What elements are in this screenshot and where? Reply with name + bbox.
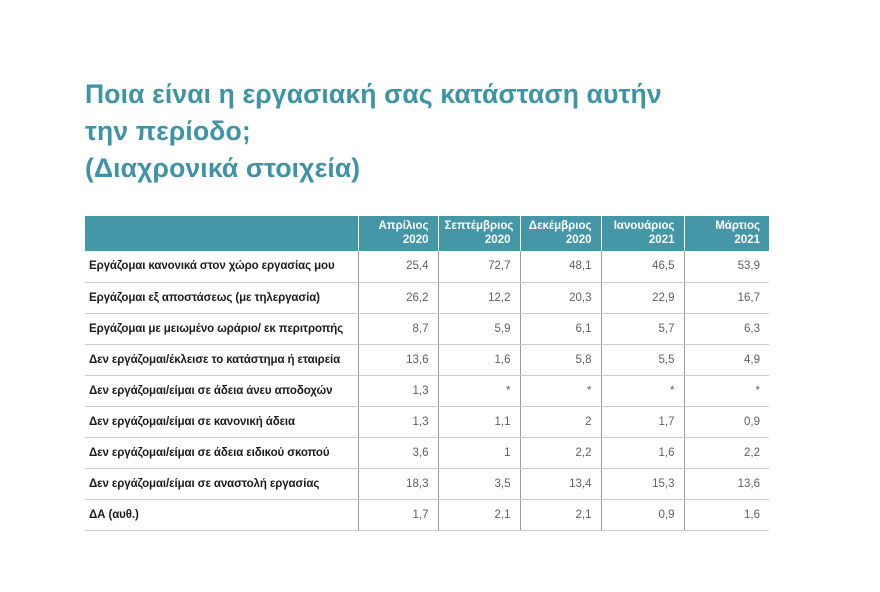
column-header-september-2020 [438, 216, 520, 251]
cell-value: * [520, 375, 601, 406]
cell-value: 6,3 [684, 313, 769, 344]
cell-value: * [438, 375, 520, 406]
row-label: Δεν εργάζομαι/έκλεισε το κατάστημα ή εταιρεία [85, 344, 358, 375]
table-row [85, 375, 769, 406]
cell-value: 1,6 [601, 437, 684, 468]
employment-status-table [85, 216, 769, 531]
cell-value: * [601, 375, 684, 406]
cell-value: 0,9 [601, 499, 684, 530]
row-label: Εργάζομαι με μειωμένο ωράριο/ εκ περιτροπής [85, 313, 358, 344]
table-header [85, 216, 769, 251]
table-row [85, 282, 769, 313]
column-header-april-2020 [358, 216, 438, 251]
page-title-line-2: την περίοδο; [85, 116, 251, 146]
table-row [85, 313, 769, 344]
cell-value: 46,5 [601, 251, 684, 282]
cell-value: 25,4 [358, 251, 438, 282]
cell-value: 2 [520, 406, 601, 437]
row-label: Εργάζομαι εξ αποστάσεως (με τηλεργασία) [85, 282, 358, 313]
cell-value: 26,2 [358, 282, 438, 313]
cell-value: 1,7 [358, 499, 438, 530]
cell-value: 6,1 [520, 313, 601, 344]
cell-value: 5,9 [438, 313, 520, 344]
table-corner-header [85, 216, 358, 251]
cell-value: 1,3 [358, 406, 438, 437]
cell-value: 2,2 [684, 437, 769, 468]
table-body [85, 251, 769, 530]
row-label: Δεν εργάζομαι/είμαι σε άδεια άνευ αποδοχών [85, 375, 358, 406]
column-header-january-2021 [601, 216, 684, 251]
row-label: Δεν εργάζομαι/είμαι σε κανονική άδεια [85, 406, 358, 437]
cell-value: 13,6 [684, 468, 769, 499]
cell-value: 1,6 [684, 499, 769, 530]
cell-value: 5,8 [520, 344, 601, 375]
row-label: ΔΑ (αυθ.) [85, 499, 358, 530]
column-header-year: 2021 [734, 234, 760, 246]
table-row [85, 251, 769, 282]
cell-value: 2,1 [520, 499, 601, 530]
cell-value: 2,2 [520, 437, 601, 468]
page-title-line-1: Ποια είναι η εργασιακή σας κατάσταση αυτήν [85, 79, 662, 109]
cell-value: 8,7 [358, 313, 438, 344]
column-header-month: Δεκέμβριος [528, 220, 592, 232]
cell-value: 1,1 [438, 406, 520, 437]
table-row [85, 344, 769, 375]
row-label: Δεν εργάζομαι/είμαι σε άδεια ειδικού σκοπού [85, 437, 358, 468]
column-header-year: 2020 [402, 234, 429, 246]
employment-status-table-container [85, 216, 769, 531]
column-header-month: Σεπτέμβριος [444, 220, 514, 232]
column-header-march-2021 [684, 216, 769, 251]
column-header-december-2020 [520, 216, 601, 251]
cell-value: 13,6 [358, 344, 438, 375]
cell-value: 12,2 [438, 282, 520, 313]
cell-value: 2,1 [438, 499, 520, 530]
cell-value: * [684, 375, 769, 406]
cell-value: 18,3 [358, 468, 438, 499]
column-header-year: 2021 [648, 234, 675, 246]
column-header-month: Μάρτιος [715, 220, 760, 232]
cell-value: 0,9 [684, 406, 769, 437]
table-header-row [85, 216, 769, 251]
cell-value: 22,9 [601, 282, 684, 313]
column-header-month: Απρίλιος [378, 220, 429, 232]
table-row [85, 468, 769, 499]
row-label: Εργάζομαι κανονικά στον χώρο εργασίας μου [85, 251, 358, 282]
cell-value: 1,7 [601, 406, 684, 437]
page-title-line-3: (Διαχρονικά στοιχεία) [85, 153, 361, 183]
cell-value: 1 [438, 437, 520, 468]
row-label: Δεν εργάζομαι/είμαι σε αναστολή εργασίας [85, 468, 358, 499]
column-header-year: 2020 [484, 234, 511, 246]
cell-value: 48,1 [520, 251, 601, 282]
cell-value: 3,6 [358, 437, 438, 468]
cell-value: 3,5 [438, 468, 520, 499]
cell-value: 13,4 [520, 468, 601, 499]
table-row [85, 499, 769, 530]
table-row [85, 437, 769, 468]
page-title [85, 76, 775, 187]
cell-value: 1,3 [358, 375, 438, 406]
cell-value: 16,7 [684, 282, 769, 313]
column-header-year: 2020 [565, 234, 592, 246]
cell-value: 1,6 [438, 344, 520, 375]
cell-value: 53,9 [684, 251, 769, 282]
cell-value: 20,3 [520, 282, 601, 313]
cell-value: 5,5 [601, 344, 684, 375]
cell-value: 72,7 [438, 251, 520, 282]
table-row [85, 406, 769, 437]
cell-value: 4,9 [684, 344, 769, 375]
cell-value: 5,7 [601, 313, 684, 344]
cell-value: 15,3 [601, 468, 684, 499]
column-header-month: Ιανουάριος [613, 220, 675, 232]
